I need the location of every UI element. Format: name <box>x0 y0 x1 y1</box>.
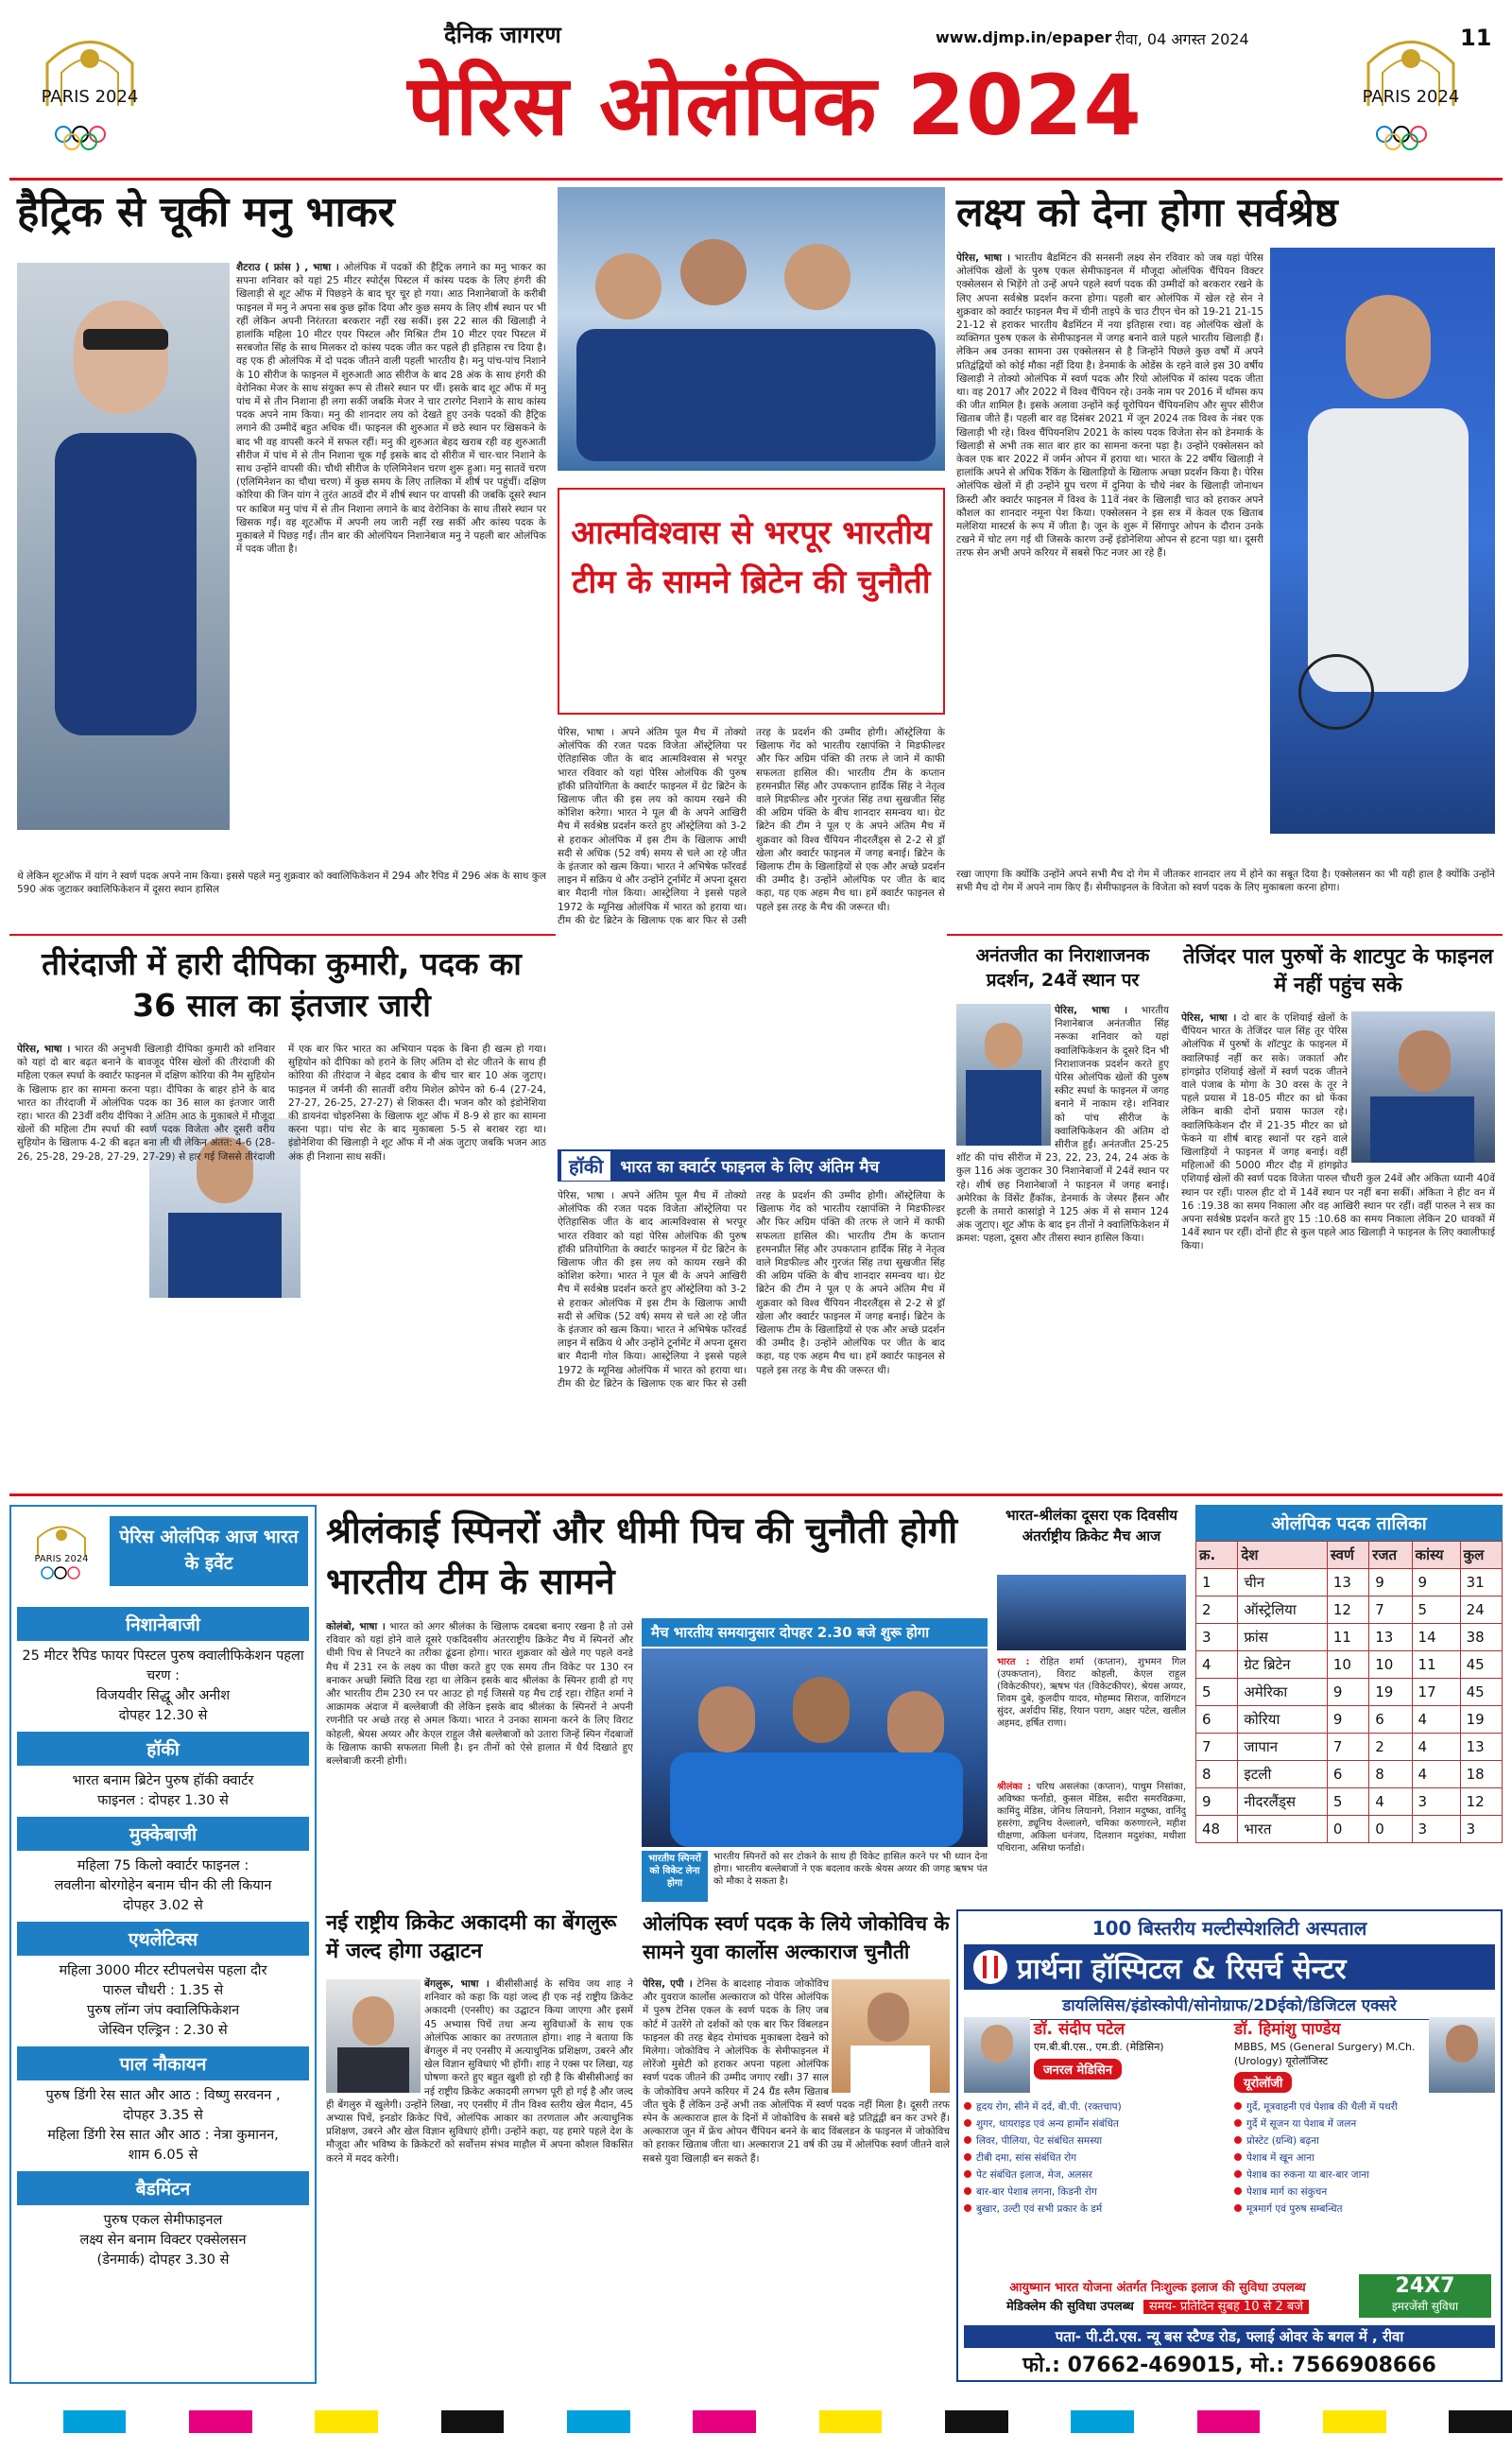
medal-bronze: 11 <box>1412 1651 1460 1679</box>
medal-country: ऑस्ट्रेलिया <box>1238 1597 1328 1624</box>
medal-silver: 8 <box>1369 1761 1412 1788</box>
doctor-1-name: डॉ. संदीप पटेल <box>1034 2020 1125 2039</box>
medal-bronze: 4 <box>1412 1734 1460 1761</box>
issue-date: रीवा, 04 अगस्त 2024 <box>1115 30 1249 48</box>
hockey-text: पेरिस, भाषा । अपने अंतिम पूल मैच में तोक्यो ओलंपिक की रजत पदक विजेता ऑस्ट्रेलिया पर ऐतिहासिक जीत के बाद आत्मविश्वास से भरपूर भारत रविवार को यहां पेरिस ओलंपिक की पुरुष हॉकी प्रतियोगिता के क्वार्टर फाइनल में ग्रेट ब्रिटेन के खिलाफ जीत की इस लय को कायम रखने की कोशिश करेगा। भारत ने पूल बी के अपने आखिरी मैच में सर्वश्रेष्ठ प्रदर्शन करते हुए ऑस्ट्रेलिया को 3-2 से हराकर ओलंपिक में इस टीम के खिलाफ आधी सदी से अधिक (52 वर्ष) समय से चले आ रहे जीत के इंतजार को खत्म किया। भारत ने अभिषेक फॉरवर्ड लाइन में सक्रिय थे और उन्होंने टूर्नामेंट में अपना दूसरा बार मैदानी गोल किया। आस्ट्रेलिया ने इससे पहले 1972 के म्यूनिख ओलंपिक में भारत को हराया था। टीम की ग्रेट ब्रिटेन के खिलाफ एक बार फिर से उसी तरह के प्रदर्शन की उम्मीद होगी। ऑस्ट्रेलिया के खिलाफ गेंद को भारतीय रक्षापंक्ति ने मिडफील्डर और फिर अग्रिम पंक्ति की तरफ ले जाने में काफी सफलता हासिल की। भारतीय टीम के कप्तान हरमनप्रीत सिंह और उपकप्तान हार्दिक सिंह ने नेतृत्व वाले मिडफील्ड और गुरजंत सिंह तथा सुखजीत सिंह की अग्रिम पंक्ति के बीच शानदार समन्वय था। ग्रेट ब्रिटेन की टीम ने पूल ए के अपने अंतिम मैच में शुक्रवार को विश्व चैंपियन नीदरलैंड्स से 2-2 से ड्रॉ खेला और क्वार्टर फाइनल में जगह बनाई। ब्रिटेन के खिलाफ टीम के खिलाड़ियों से एक और अच्छे प्रदर्शन की उम्मीद है। उन्होंने ओलंपिक पर जीत के बाद कहा, यह एक अहम मैच था। हमें क्वार्टर फाइनल से पहले इस तरह के मैच की जरूरत थी। <box>558 727 945 926</box>
section-rule-3 <box>9 1493 1503 1496</box>
cricket-headline: श्रीलंकाई स्पिनरों और धीमी पिच की चुनौती होगी भारतीय टीम के सामने <box>326 1510 958 1602</box>
medal-rank: 6 <box>1196 1706 1238 1734</box>
tajinder-story <box>1181 943 1495 1482</box>
medal-table-row <box>1196 1788 1503 1816</box>
medal-country: फ्रांस <box>1238 1624 1328 1651</box>
medal-country: जापान <box>1238 1734 1328 1761</box>
service-item: पेशाब मार्ग का संकुचन <box>1234 2183 1499 2201</box>
hospital-logo-icon <box>973 1950 1007 1984</box>
medal-col-gold: स्वर्ण <box>1327 1542 1368 1569</box>
medal-rank: 5 <box>1196 1679 1238 1706</box>
events-item: दोपहर 3.02 से <box>123 1898 203 1913</box>
medal-gold: 6 <box>1327 1761 1368 1788</box>
hockey-story <box>558 187 945 1482</box>
medal-country: नीदरलैंड्स <box>1238 1788 1328 1816</box>
medal-bronze: 4 <box>1412 1706 1460 1734</box>
lakshya-tail: रखा जाएगा कि क्योंकि उन्होंने अपने सभी मैच दो गेम में जीतकर शानदार लय में होने का सबूत दिया है। एक्सेलसन का भी यही हाल है क्योंकि उन्होंने सभी मैच दो गेम में अपने नाम किए हैं। सेमीफाइनल के विजेता को स्वर्ण पदक के लिए मुकाबला करना होगा। <box>956 869 1495 894</box>
events-item: पुरुष लॉन्ग जंप क्वालिफिकेशन <box>86 2003 240 2018</box>
hockey-strap-text: भारत का क्वार्टर फाइनल के लिए अंतिम मैच <box>620 1157 880 1177</box>
cricket-side-box: भारतीय स्पिनरों को विकेट लेना होगा <box>642 1851 708 1902</box>
medal-total: 24 <box>1460 1597 1502 1624</box>
manu-photo <box>17 263 230 830</box>
medal-bronze: 14 <box>1412 1624 1460 1651</box>
ad-hospital-name-text: प्रार्थना हॉस्पिटल & रिसर्च सेन्टर <box>1017 1952 1347 1986</box>
events-item: भारत बनाम ब्रिटेन पुरुष हॉकी क्वार्टर <box>72 1773 254 1788</box>
cricket-strap: मैच भारतीय समयानुसार दोपहर 2.30 बजे शुरू होगा <box>642 1618 988 1647</box>
medal-table-grid <box>1195 1541 1503 1843</box>
tajinder-text: दो बार के एशियाई खेलों के चैंपियन भारत के तेजिंदर पाल सिंह तूर पेरिस ओलंपिक में पुरुषों के शॉटपुट के फाइनल में क्वालिफाई नहीं कर सके। जकार्ता और हांगझोउ एशियाई खेलों में स्वर्ण पदक जीतने वाले पंजाब के मोगा के 30 वरस के तूर ने पहले प्रयास में 18-05 मीटर का थ्रो फेंका लेकिन बाकी दोनों प्रयास फाउल रहे। क्वालिफिकेशन दौर में 21-35 मीटर का थ्रो फेंकने या शीर्ष बारह स्थानों पर रहने वाले खिलाड़ियों ने फाइनल में जगह बनाई। वहीं महिलाओं की 5000 मीटर दौड़ में हांगझोउ एशियाई खेलों की स्वर्ण पदक विजेता पारुल चौधरी कुल 24वें और अंकिता ध्यानी 40वें स्थान पर रहीं। पारुल हीट दो में 14वें स्थान पर नहीं बना सकीं। अंकिता ने हीट वन में 16 :19.38 का समय निकाला और वह आखिरी स्थान पर रहीं। वहीं पारुल ने सत्र का अपना सर्वश्रेष्ठ प्रदर्शन करते हुए 15 :10.68 का समय निकाला लेकिन 20 धावकों में 14वें स्थान पर रहीं। दोनों हीट से कुल पहले आठ खिलाड़ी ने फाइनल के लिए क्वालीफाई किया। <box>1181 1012 1495 1252</box>
squad-sl-label: श्रीलंका : <box>997 1782 1032 1792</box>
medal-rank: 3 <box>1196 1624 1238 1651</box>
events-header <box>11 1507 315 1594</box>
academy-headline: नई राष्ट्रीय क्रिकेट अकादमी का बेंगलुरू में जल्द होगा उद्घाटन <box>326 1911 617 1963</box>
anantjeet-story <box>956 943 1169 1482</box>
events-section <box>17 1732 309 1811</box>
events-item: जेस्विन एल्ड्रिन : 2.30 से <box>98 2023 228 2038</box>
paris-logo-text: PARIS 2024 <box>41 87 139 107</box>
service-item: प्रोस्टेट (ग्रन्थि) बढ़ना <box>1234 2132 1499 2149</box>
medal-silver: 0 <box>1369 1816 1412 1843</box>
service-item: गुर्दे, मूत्रवाहनी एवं पेशाब की थैली में पथरी <box>1234 2098 1499 2115</box>
medal-table-header-row <box>1196 1542 1503 1569</box>
events-item: फाइनल : दोपहर 1.30 से <box>97 1793 229 1808</box>
lakshya-body <box>956 251 1263 856</box>
anantjeet-body <box>956 1004 1169 1476</box>
anantjeet-dateline: पेरिस, भाषा । <box>1055 1005 1128 1016</box>
hockey-headline-box <box>558 488 945 715</box>
squad-sl <box>997 1781 1186 1902</box>
medal-country: भारत <box>1238 1816 1328 1843</box>
medal-total: 45 <box>1460 1651 1502 1679</box>
medal-silver: 9 <box>1369 1569 1412 1597</box>
events-section-title: मुक्केबाजी <box>17 1817 309 1851</box>
medal-country: ग्रेट ब्रिटेन <box>1238 1651 1328 1679</box>
medal-bronze: 4 <box>1412 1761 1460 1788</box>
epaper-url[interactable]: www.djmp.in/epaper <box>936 28 1112 46</box>
medal-country: इटली <box>1238 1761 1328 1788</box>
deepika-headline: तीरंदाजी में हारी दीपिका कुमारी, पदक का 36 साल का इंतजार जारी <box>42 945 522 1024</box>
deepika-story <box>17 943 546 1482</box>
events-item: पारुल चौधरी : 1.35 से <box>102 1983 224 1998</box>
academy-text: बीसीसीआई के सचिव जय शाह ने शनिवार को कहा कि यहां जल्द ही एक नई राष्ट्रीय क्रिकेट अकादमी (एनसीए) का उद्घाटन किया जाएगा और इसमें 45 अभ्यास पिचें तथा अन्य सुविधाओं के साथ एक ओलंपिक आकार का तरणताल होगा। शाह ने बताया कि बेंगलुरु में नए एनसीए में अत्याधुनिक प्रशिक्षण, उबरने और खेल विज्ञान सुविधाएं भी होंगी। शाह ने एक्स पर लिखा, यह घोषणा करते हुए बहुत खुशी हो रही है कि बीसीसीआई का नई राष्ट्रीय क्रिकेट अकादमी लगभग पूरी हो गई है और जल्द ही बेंगलुरु में खुलेगी। उन्होंने लिखा, नए एनसीए में तीन विश्व स्तरीय खेल मैदान, 45 अभ्यास पिचें, इनडोर क्रिकेट पिचें, ओलंपिक आकार का तरणताल और अत्याधुनिक प्रशिक्षण, उबरने और खेल विज्ञान सुविधाएं होंगी। उन्होंने कहा, यह हमारे पहले देश के मौजूदा और भविष्य के क्रिकेटरों को सर्वोत्तम संभव माहौल में अपना कौशल विकसित करने में मदद करेगी। <box>326 1978 633 2165</box>
cricket-dateline: कोलंबो, भाषा । <box>326 1621 386 1632</box>
emergency-badge <box>1359 2274 1491 2318</box>
medal-bronze: 17 <box>1412 1679 1460 1706</box>
doctor-2-services <box>1234 2098 1499 2218</box>
hockey-tag: हॉकी <box>561 1151 610 1181</box>
events-item: पुरुष एकल सेमीफाइनल <box>103 2213 223 2228</box>
olympic-emblem-icon <box>19 1514 104 1588</box>
deepika-dateline: पेरिस, भाषा । <box>17 1044 71 1055</box>
tajinder-headline: तेजिंदर पाल पुरुषों के शाटपुट के फाइनल में नहीं पहुंच सके <box>1182 945 1494 997</box>
medal-rank: 2 <box>1196 1597 1238 1624</box>
events-item: दोपहर 12.30 से <box>118 1708 208 1723</box>
medal-rank: 8 <box>1196 1761 1238 1788</box>
medal-silver: 19 <box>1369 1679 1412 1706</box>
events-item: 25 मीटर रैपिड फायर पिस्टल पुरुष क्वालीफिकेशन पहला चरण : <box>22 1648 304 1683</box>
medal-total: 18 <box>1460 1761 1502 1788</box>
masthead-rule <box>9 178 1503 181</box>
service-item: हृदय रोग, सीने में दर्द, बी.पी. (रक्तचाप) <box>964 2098 1228 2115</box>
emergency-label: इमरजेंसी सुविधा <box>1391 2300 1459 2313</box>
hockey-body <box>558 726 945 1142</box>
ad-scheme: आयुष्मान भारत योजना अंतर्गत निःशुल्क इलाज की सुविधा उपलब्ध <box>1009 2281 1306 2295</box>
medal-table-row <box>1196 1734 1503 1761</box>
medal-gold: 9 <box>1327 1679 1368 1706</box>
squad-sl-list: चरिथ असलंका (कप्तान), पाथुम निसांका, अविष्का फर्नांडो, कुसल मेंडिस, सदीरा समरविक्रमा, कामिंदु मेंडिस, जेनिथ लियानगे, निशान मदुष्का, वानिंदु हसरंगा, ड्यूनिथ वेल्लालगे, चमिका करुणारत्ने, महीश थीक्षणा, अकिला धनंजय, दिलशान मदुशंका, मथीशा पथिराना, असिथा फर्नांडो। <box>997 1782 1186 1854</box>
deepika-body <box>17 1043 546 1477</box>
events-section <box>17 2046 309 2166</box>
doctor-2-degree: MBBS, MS (General Surgery) M.Ch. (Urology) यूरोलॉजिस्ट <box>1234 2041 1416 2067</box>
lakshya-story <box>956 187 1495 924</box>
doctor-2-name: डॉ. हिमांशु पाण्डेय <box>1234 2020 1341 2039</box>
medal-table-row <box>1196 1597 1503 1624</box>
medal-total: 31 <box>1460 1569 1502 1597</box>
service-item: बुखार, उल्टी एवं सभी प्रकार के डर्म <box>964 2201 1228 2218</box>
medal-gold: 7 <box>1327 1734 1368 1761</box>
manu-body <box>236 261 546 866</box>
tajinder-body <box>1181 1011 1495 1475</box>
medal-total: 38 <box>1460 1624 1502 1651</box>
medal-country: कोरिया <box>1238 1706 1328 1734</box>
medal-col-total: कुल <box>1460 1542 1502 1569</box>
service-item: शुगर, थायराइड एवं अन्य हार्मोन संबंधित <box>964 2115 1228 2132</box>
manu-headline: हैट्रिक से चूकी मनु भाकर <box>17 188 395 236</box>
doctor-1-spec: जनरल मेडिसिन <box>1034 2059 1122 2080</box>
cricket-text: भारत को अगर श्रीलंका के खिलाफ दबदबा बनाए रखना है तो उसे रविवार को यहां होने वाले दूसरे एकदिवसीय अंतरराष्ट्रीय क्रिकेट मैच में स्पिनरों और धीमी पिच से निपटने का तरीका ढूंढना होगा। भारत शुक्रवार को खेले गए पहले वनडे मैच में 231 रन के लक्ष्य का पीछा करते हुए एक समय तीन विकेट पर 130 रन बनाकर अच्छी स्थिति दिख रहा था लेकिन इसके बाद श्रीलंका के स्पिनर हावी हो गए और भारतीय टीम 230 रन पर आउट हो गई जिससे यह मैच टाई रहा। रोहित शर्मा ने आक्रामक अंदाज में बल्लेबाजी की लेकिन इसके बाद श्रीलंका के स्पिनरों ने अपनी रणनीति पर अच्छे तरह से अमल किया। भारत ने उनका सामना करने के लिए विराट कोहली, श्रेयस अय्यर और केएल राहुल जैसे बल्लेबाजों को उतारा जिन्हें स्पिन गेंदबाजों के खिलाफ काफी सफलता मिली है। इन तीनों को ऐसे हालात में धैर्य दिखाते हुए बल्लेबाजी करनी होगी। <box>326 1621 633 1768</box>
section-rule-2 <box>947 934 1503 936</box>
medal-silver: 4 <box>1369 1788 1412 1816</box>
events-title: पेरिस ओलंपिक आज भारत के इवेंट <box>110 1516 308 1586</box>
medal-gold: 0 <box>1327 1816 1368 1843</box>
service-item: पेशाब में खून आना <box>1234 2149 1499 2166</box>
medal-col-silver: रजत <box>1369 1542 1412 1569</box>
medal-col-rank: क्र. <box>1196 1542 1238 1569</box>
squad-india-list: रोहित शर्मा (कप्तान), शुभमन गिल (उपकप्तान), विराट कोहली, केएल राहुल (विकेटकीपर), ऋषभ पंत (विकेटकीपर), श्रेयस अय्यर, शिवम दुबे, कुलदीप यादव, मोहम्मद सिराज, वाशिंगटन सुंदर, अर्शदीप सिंह, रियान पराग, अक्षर पटेल, खलील अहमद, हर्षित राणा। <box>997 1657 1186 1729</box>
medal-total: 19 <box>1460 1706 1502 1734</box>
events-section <box>17 1922 309 2041</box>
medal-silver: 13 <box>1369 1624 1412 1651</box>
medal-bronze: 9 <box>1412 1569 1460 1597</box>
ad-time: समय- प्रतिदिन सुबह 10 से 2 बजे <box>1143 2300 1309 2314</box>
masthead <box>0 0 1512 180</box>
medal-table-row <box>1196 1706 1503 1734</box>
emergency-24x7: 24X7 <box>1395 2274 1455 2298</box>
medal-table-row <box>1196 1679 1503 1706</box>
doctor-1-degree: एम.बी.बी.एस., एम.डी. (मेडिसिन) <box>1034 2041 1164 2053</box>
events-item: दोपहर 3.35 से <box>123 2108 203 2123</box>
events-item: शाम 6.05 से <box>128 2148 198 2163</box>
doctor-2-spec: यूरोलॉजी <box>1234 2072 1292 2093</box>
events-item: महिला 75 किलो क्वार्टर फाइनल : <box>77 1858 249 1873</box>
medal-rank: 9 <box>1196 1788 1238 1816</box>
doctor-2 <box>1234 2017 1499 2272</box>
medal-rank: 4 <box>1196 1651 1238 1679</box>
medal-gold: 10 <box>1327 1651 1368 1679</box>
lakshya-text: भारतीय बैडमिंटन की सनसनी लक्ष्य सेन रविवार को जब यहां पेरिस ओलंपिक खेलों के पुरुष एकल सेमीफाइनल में मौजूदा ओलंपिक चैंपियन विक्टर एक्सेलसन से भिड़ेंगे तो उन्हें अपने पहले स्वर्ण पदक की उम्मीदों को बरकरार रखने के लिए अपना सर्वश्रेष्ठ प्रदर्शन करना होगा। पहली बार ओलंपिक में खेल रहे सेन ने शुक्रवार को क्वार्टर फाइनल मैच में चीनी ताइपे के चाउ टीएन चेन को 19-21 21-15 21-12 से हराकर भारतीय बैडमिंटन में नया इतिहास रचा। वह ओलंपिक खेलों के व्यक्तिगत पुरुष एकल के सेमीफाइनल में जगह बनाने वाले पहले भारतीय खिलाड़ी हैं। लेकिन अब उनका सामना उस एक्सेलसन से है जिन्होंने पिछले कुछ वर्षों में अपने प्रतिद्वंद्वियों को कोई मौका नहीं दिया है। डेनमार्क के ओडेंस के रहने वाले इस 30 वर्षीय खिलाड़ी ने तोक्यो ओलंपिक में स्वर्ण पदक और रियो ओलंपिक में कांस्य पदक जीता था। वह 2017 और 2022 में विश्व चैंपियन रहे। उनके नाम पर 2016 में थॉमस कप की जीत शामिल है। इसके अलावा उन्होंने कई यूरोपियन चैंपियनशिप और सुपर सीरीज खिताब जीते हैं। पहली बार वह दिसंबर 2021 में जून 2024 तक विश्व के नंबर एक खिलाड़ी भी रहे। विश्व चैंपियनशिप 2021 के कांस्य पदक विजेता सेन को डेनमार्क के खिलाड़ी से अभी तक सात बार हार का सामना करना पड़ा है। उन्होंने एक्सेलसन को केवल एक बार 2022 में जर्मन ओपन में हराया था। भारत के 22 वर्षीय खिलाड़ी ने हालांकि अपने से अधिक रैंकिंग के खिलाड़ियों के खिलाफ अच्छा प्रदर्शन किया है। पेरिस ओलंपिक खेलों में ही उन्होंने ग्रुप चरण में दुनिया के चौथे नंबर के खिलाड़ी जोनाथन क्रिस्टी और क्वार्टर फाइनल में विश्व के 11वें नंबर के खिलाड़ी चाउ को हराकर अपने कौशल का शानदार नमूना पेश किया। एक्सेलसन ने इस सत्र में केवल एक खिताब मलेशिया मास्टर्स के रूप में जीता है। जून के शुरू में सिंगापुर ओपन के दौरान उनके टखने में चोट लग गई थी जिसके कारण उन्हें इंडोनेशिया ओपन से हटना पड़ा था। दूसरी तरफ सेन अभी अपने करियर में सबसे फिट नजर आ रहे हैं। <box>956 252 1263 560</box>
doctor-2-photo <box>1429 2017 1495 2093</box>
medal-bronze: 3 <box>1412 1788 1460 1816</box>
medal-bronze: 3 <box>1412 1816 1460 1843</box>
ad-claim <box>964 2297 1351 2314</box>
service-item: गुर्दे में सूजन या पेशाब में जलन <box>1234 2115 1499 2132</box>
medal-table-row <box>1196 1569 1503 1597</box>
ad-claim-text: मेडिक्लेम की सुविधा उपलब्ध <box>1005 2300 1134 2314</box>
events-item: लक्ष्य सेन बनाम विक्टर एक्सेलसन <box>79 2233 247 2248</box>
events-item: महिला डिंगी रेस सात और आठ : नेत्रा कुमानन, <box>47 2128 279 2143</box>
manu-tail: थे लेकिन शूटऑफ में यांग ने स्वर्ण पदक अपने नाम किया। इससे पहले मनु शुक्रवार को क्वालिफिकेशन में 294 और रैपिड में 296 अंक के साथ कुल 590 अंक जुटाकर क्वालिफिकेशन में दूसरा स्थान हासिल <box>17 871 546 896</box>
medal-table-row <box>1196 1624 1503 1651</box>
ad-services: डायलिसिस/इंडोस्कोपी/सोनोग्राफ/2Dईको/डिजिटल एक्सरे <box>964 1990 1495 2020</box>
service-item: पेशाब का रुकना या बार-बार जाना <box>1234 2166 1499 2183</box>
medal-col-country: देश <box>1238 1542 1328 1569</box>
medal-silver: 2 <box>1369 1734 1412 1761</box>
section-rule-1 <box>9 934 556 936</box>
medal-silver: 10 <box>1369 1651 1412 1679</box>
anantjeet-text: भारतीय निशानेबाज अनंतजीत सिंह नरूका शनिवार को यहां क्वालिफिकेशन के दूसरे दिन भी निराशाजनक प्रदर्शन करते हुए पेरिस ओलंपिक खेलों की पुरुष स्कीट स्पर्धा के फाइनल में जगह बनाने में नाकाम रहे। शनिवार को पांच सीरीज के क्वालिफिकेशन की अंतिम दो सीरीज हुईं। अनंतजीत 25-25 शॉट की पांच सीरीज में 23, 22, 23, 24, 24 अंक के कुल 116 अंक जुटाकर 30 निशानेबाजों में 24वें स्थान पर रहे। शीर्ष छह निशानेबाजों ने फाइनल में जगह बनाई। अमेरिका के विंसेंट हैंकॉक, डेनमार्क के जेस्पर हैंसन और इटली के तमारो कासांड्रो ने 125 अंक में से समान 124 अंक जुटाए। शूट ऑफ के बाद इन तीनों ने क्वालिफिकेशन में क्रमश: पहला, दूसरा और तीसरा स्थान हासिल किया। <box>956 1005 1169 1245</box>
manu-story <box>17 187 546 924</box>
ad-address: पता- पी.टी.एस. न्यू बस स्टैण्ड रोड, फ्लाई ओवर के बगल में , रीवा <box>964 2325 1495 2348</box>
paris-logo-small-text: PARIS 2024 <box>34 1554 89 1564</box>
squad-headline: भारत-श्रीलंका दूसरा एक दिवसीय अंतर्राष्ट्रीय क्रिकेट मैच आज <box>1005 1507 1177 1545</box>
events-panel <box>9 1505 317 2384</box>
ad-top-line: 100 बिस्तरीय मल्टीस्पेशलिटी अस्पताल <box>1091 1917 1367 1940</box>
medal-gold: 13 <box>1327 1569 1368 1597</box>
events-section <box>17 2171 309 2270</box>
events-section-title: हॉकी <box>17 1732 309 1766</box>
academy-dateline: बेंगलुरू, भाषा । <box>424 1978 490 1990</box>
deepika-text: भारत की अनुभवी खिलाड़ी दीपिका कुमारी को शनिवार को यहां दो बार बढ़त बनाने के बावजूद पेरिस खेलों की तीरंदाजी की महिला एकल स्पर्धा के क्वार्टर फाइनल में दक्षिण कोरिया की नैम सुहियोन के खिलाफ हार का सामना करना पड़ा। दीपिका के बाहर होने के बाद भारत का तीरंदाजी में ओलंपिक पदक का 36 साल का इंतजार जारी रहा। भारत की 23वीं वरीय दीपिका ने अंतिम आठ के मुकाबले में मौजूदा खेलों की महिला टीम स्पर्धा की स्वर्ण पदक विजेता और दूसरी वरीय सुहियोन के खिलाफ 4-2 की बढ़त बना ली थी लेकिन अंतत: 4-6 (28-26, 25-28, 29-28, 27-29, 27-29) से हार गई जिससे तीरंदाजी में एक बार फिर भारत का अभियान पदक के बिना ही खत्म हो गया। सुहियोन को दीपिका को हराने के लिए अंतिम दो सेट जीतने के साथ ही कोरिया की तीरंदाज ने बेहद दबाव के बीच चार बार 10 अंक जुटाए। फाइनल में जर्मनी की सातवीं वरीय मिशेल क्रोपेन को 6-4 (27-24, 27-27, 26-25, 27-27) से शिकस्त दी। भजन कौर को इंडोनेशिया की डायनंदा चोइरुनिसा के खिलाफ शूट ऑफ में 8-9 से हार का सामना करना पड़ा। पांच सेट के बाद मुकाबला 5-5 से बराबर रहा था। इंडोनेशिया की खिलाड़ी ने शूट ऑफ में नौ अंक जुटाए जबकि भजन आठ अंक ही निशाना साध सकीं। <box>17 1044 546 1163</box>
hockey-headline: आत्मविश्वास से भरपूर भारतीय टीम के सामने ब्रिटेन की चुनौती <box>571 514 932 601</box>
medal-total: 3 <box>1460 1816 1502 1843</box>
newspaper-name: दैनिक जागरण <box>444 22 561 48</box>
tajinder-dateline: पेरिस, भाषा । <box>1181 1012 1237 1024</box>
medal-bronze: 5 <box>1412 1597 1460 1624</box>
medal-gold: 12 <box>1327 1597 1368 1624</box>
squad-photo <box>997 1575 1186 1650</box>
hockey-text-2: पेरिस, भाषा । अपने अंतिम पूल मैच में तोक्यो ओलंपिक की रजत पदक विजेता ऑस्ट्रेलिया पर ऐतिहासिक जीत के बाद आत्मविश्वास से भरपूर भारत रविवार को यहां पेरिस ओलंपिक की पुरुष हॉकी प्रतियोगिता के क्वार्टर फाइनल में ग्रेट ब्रिटेन के खिलाफ जीत की इस लय को कायम रखने की कोशिश करेगा। भारत ने पूल बी के अपने आखिरी मैच में सर्वश्रेष्ठ प्रदर्शन करते हुए ऑस्ट्रेलिया को 3-2 से हराकर ओलंपिक में इस टीम के खिलाफ आधी सदी से अधिक (52 वर्ष) समय से चले आ रहे जीत के इंतजार को खत्म किया। भारत ने अभिषेक फॉरवर्ड लाइन में सक्रिय थे और उन्होंने टूर्नामेंट में अपना दूसरा बार मैदानी गोल किया। आस्ट्रेलिया ने इससे पहले 1972 के म्यूनिख ओलंपिक में भारत को हराया था। टीम की ग्रेट ब्रिटेन के खिलाफ एक बार फिर से उसी तरह के प्रदर्शन की उम्मीद होगी। ऑस्ट्रेलिया के खिलाफ गेंद को भारतीय रक्षापंक्ति ने मिडफील्डर और फिर अग्रिम पंक्ति की तरफ ले जाने में काफी सफलता हासिल की। भारतीय टीम के कप्तान हरमनप्रीत सिंह और उपकप्तान हार्दिक सिंह ने नेतृत्व वाले मिडफील्ड और गुरजंत सिंह तथा सुखजीत सिंह की अग्रिम पंक्ति के बीच शानदार समन्वय था। ग्रेट ब्रिटेन की टीम ने पूल ए के अपने अंतिम मैच में शुक्रवार को विश्व चैंपियन नीदरलैंड्स से 2-2 से ड्रॉ खेला और क्वार्टर फाइनल में जगह बनाई। ब्रिटेन के खिलाफ टीम के खिलाड़ियों से एक और अच्छे प्रदर्शन की उम्मीद है। उन्होंने ओलंपिक पर जीत के बाद कहा, यह एक अहम मैच था। हमें क्वार्टर फाइनल से पहले इस तरह के मैच की जरूरत थी। <box>558 1190 945 1389</box>
tennis-dateline: पेरिस, एपी । <box>643 1978 693 1990</box>
manu-text: ओलंपिक में पदकों की हैट्रिक लगाने का मनु भाकर का सपना शनिवार को यहां 25 मीटर स्पोर्ट्स पिस्टल में कांस्य पदक के लिए हंगरी की खिलाड़ी से शूट ऑफ में पिछड़ने के बाद चूर चूर हो गया। आठ निशानेबाजों के करीबी फाइनल में मनु ने अपना सब कुछ झोंक दिया और कुछ समय के लिए शीर्ष स्थान पर भी रहीं लेकिन अपनी निरंतरता बरकरार नहीं रख सकीं। इस 22 साल की खिलाड़ी ने हालांकि महिला 10 मीटर एयर पिस्टल और मिश्रित टीम 10 मीटर एयर पिस्टल में सरबजोत सिंह के साथ मिलकर दो कांस्य पदक जीत कर पहले ही इतिहास रच दिया है। वह एक ही ओलंपिक में दो पदक जीतने वाली पहली भारतीय है। मनु पांच-पांच निशाने के 10 सीरीज के फाइनल में शुरुआती आठ सीरीज के बाद 28 अंक के साथ हंगरी की वेरोनिका मेजर के साथ संयुक्त रूप से तीसरे स्थान पर थीं। इसके बाद शूट ऑफ में मनु पांच में से तीन निशाना ही लगा सकीं जबकि मेजर ने चार टारगेट निशाने के साथ कांस्य पदक अपने नाम किया। मनु की शानदार लय को देखते हुए उनके पदकों की हैट्रिक लगाने की उम्मीदें बहुत अधिक थीं। फाइनल की शुरुआत में छठे स्थान पर खिसकने के बाद भी वह वापसी करने में सफल रहीं। मनु की शुरुआत बेहद खराब रही वह शुरुआती सीरीज में पांच में से तीन निशाना चूक गईं इसके बाद दो सीरीज में चार-चार निशाने के साथ उन्होंने वापसी की। चौथी सीरीज के एलिमिनेशन चरण शुरू हुआ। मनु सातवें चरण (एलिमिनेशन का चौथा चरण) में कुछ समय के लिए तालिका में शीर्ष पर पहुंचीं। दक्षिण कोरिया की जिन यांग ने तुरंत आठवें दौर में शीर्ष स्थान पर वापसी की जबकि दूसरे स्थान पर काबिज मनु पांच में से तीन निशाना लगाने के बाद वेरोनिका के साथ तीसरे स्थान पर खिसक गईं। वह शूटऑफ में अपनी लय जारी नहीं रख सकीं और कांस्य पदक के मुकाबले में पिछड़ गईं। तीन बार की ओलंपियन निशानेबाज मनु ने पहली बार ओलंपिक में पदक जीता है। <box>236 262 546 556</box>
medal-table-row <box>1196 1651 1503 1679</box>
events-section-title: निशानेबाजी <box>17 1607 309 1641</box>
doctor-1-photo <box>964 2017 1030 2093</box>
cricket-caption: भारतीय स्पिनरों को सर टोकने के साथ ही विकेट हासिल करने पर भी ध्यान देना होगा। भारतीय बल्लेबाजों ने एक बदलाव करके श्रेयस अय्यर की जगह ऋषभ पंत को मौका दे सकता है। <box>713 1852 988 1887</box>
doctor-1-services <box>964 2098 1228 2218</box>
hospital-ad[interactable] <box>956 1909 1503 2382</box>
medal-gold: 5 <box>1327 1788 1368 1816</box>
medal-table-row <box>1196 1816 1503 1843</box>
service-item: बार-बार पेशाब लगना, किडनी रोग <box>964 2183 1228 2201</box>
medal-rank: 7 <box>1196 1734 1238 1761</box>
cricket-story <box>326 1505 988 1902</box>
medal-table-title: ओलंपिक पदक तालिका <box>1195 1505 1503 1541</box>
medal-total: 45 <box>1460 1679 1502 1706</box>
academy-body <box>326 1977 633 2380</box>
tennis-story <box>643 1909 950 2382</box>
hockey-strap <box>558 1149 945 1182</box>
service-item: लिवर, पीलिया, पेट संबंधित समस्या <box>964 2132 1228 2149</box>
cricket-squad-box <box>997 1505 1186 1902</box>
medal-table-row <box>1196 1761 1503 1788</box>
paris-logo-text: PARIS 2024 <box>1362 87 1460 107</box>
medal-total: 12 <box>1460 1788 1502 1816</box>
tennis-body <box>643 1977 950 2380</box>
medal-country: अमेरिका <box>1238 1679 1328 1706</box>
medal-silver: 7 <box>1369 1597 1412 1624</box>
ad-phone[interactable]: फो.: 07662-469015, मो.: 7566908666 <box>1022 2354 1436 2377</box>
page-title: पेरिस ओलंपिक 2024 <box>407 57 1143 154</box>
medal-gold: 9 <box>1327 1706 1368 1734</box>
events-section <box>17 1817 309 1916</box>
events-item: लवलीना बोरगोहेन बनाम चीन की ली कियान <box>54 1878 272 1893</box>
squad-india <box>997 1656 1186 1779</box>
medal-rank: 1 <box>1196 1569 1238 1597</box>
manu-dateline: शैटराउ ( फ्रांस ) , भाषा । <box>236 262 339 273</box>
page-number: 11 <box>1460 25 1492 51</box>
ad-hospital-name <box>964 1944 1495 1990</box>
medal-gold: 11 <box>1327 1624 1368 1651</box>
academy-story <box>326 1909 633 2382</box>
events-item: विजयवीर सिद्धू और अनीश <box>95 1688 231 1703</box>
medal-col-bronze: कांस्य <box>1412 1542 1460 1569</box>
medal-total: 13 <box>1460 1734 1502 1761</box>
lakshya-headline: लक्ष्य को देना होगा सर्वश्रेष्ठ <box>956 189 1338 235</box>
squad-india-label: भारत : <box>997 1657 1030 1667</box>
registration-bar <box>0 2410 1512 2433</box>
doctor-1 <box>964 2017 1228 2272</box>
events-list <box>17 1601 309 2376</box>
cricket-body <box>326 1620 633 1900</box>
paris-logo-left <box>19 11 161 163</box>
medal-country: चीन <box>1238 1569 1328 1597</box>
anantjeet-headline: अनंतजीत का निराशाजनक प्रदर्शन, 24वें स्थान पर <box>975 945 1150 991</box>
lakshya-dateline: पेरिस, भाषा । <box>956 252 1011 264</box>
tennis-text: टेनिस के बादशाह नोवाक जोकोविच और युवराज कार्लोस अल्काराज को पेरिस ओलंपिक में पुरुष टेनिस एकल के स्वर्ण पदक के लिए जब कोर्ट में उतरेंगे तो दर्शकों को एक बार फिर विंबलडन फाइनल की तरह बेहद रोमांचक मुकाबला देखने को मिलेगा। जोकोविच ने ओलंपिक के सेमीफाइनल में लोरेंजो मुसेटी को हराकर अपना पहला ओलंपिक स्वर्ण पदक जीतने की उम्मीद जगाए रखी। 37 साल के जोकोविच अपने करियर में 24 ग्रैंड स्लैम खिताब जीत चुके हैं लेकिन उन्हें अभी तक ओलंपिक में स्वर्ण पदक नहीं मिला है। दूसरी तरफ स्पेन के अल्काराज हाल के दिनों में जोकोविच के सबसे बड़े प्रतिद्वंद्वी बन कर उभरे हैं। अल्काराज जून में फ्रेंच ओपन चैंपियन बनने के बाद विंबलडन के फाइनल में जोकोविच को हराकर खिताब जीता था। अल्काराज 21 वर्ष की उम्र में ओलंपिक स्वर्ण जीतने वाले सबसे युवा खिलाड़ी बन सकते हैं। <box>643 1978 950 2165</box>
hockey-body-2 <box>558 1189 945 1473</box>
lakshya-photo <box>1270 248 1495 834</box>
medal-table <box>1195 1505 1503 1902</box>
events-section-title: बैडमिंटन <box>17 2171 309 2205</box>
service-item: मूत्रमार्ग एवं पुरुष सम्बन्धित <box>1234 2201 1499 2218</box>
events-item: पुरुष डिंगी रेस सात और आठ : विष्णु सरवनन , <box>45 2088 281 2103</box>
events-item: (डेनमार्क) दोपहर 3.30 से <box>96 2253 230 2268</box>
hockey-team-photo <box>558 187 945 471</box>
medal-silver: 6 <box>1369 1706 1412 1734</box>
medal-rank: 48 <box>1196 1816 1238 1843</box>
events-section <box>17 1607 309 1726</box>
events-section-title: एथलेटिक्स <box>17 1922 309 1956</box>
events-section-title: पाल नौकायन <box>17 2046 309 2080</box>
tennis-headline: ओलंपिक स्वर्ण पदक के लिये जोकोविच के सामने युवा कार्लोस अल्काराज चुनौती <box>643 1912 950 1963</box>
events-item: महिला 3000 मीटर स्टीपलचेस पहला दौर <box>59 1963 267 1978</box>
cricket-photo <box>642 1648 988 1847</box>
service-item: पेट संबंधित इलाज, मेज, अलसर <box>964 2166 1228 2183</box>
service-item: टीबी दमा, सांस संबंधित रोग <box>964 2149 1228 2166</box>
medal-table-body <box>1196 1569 1503 1843</box>
paris-2024-logo <box>19 1514 104 1588</box>
